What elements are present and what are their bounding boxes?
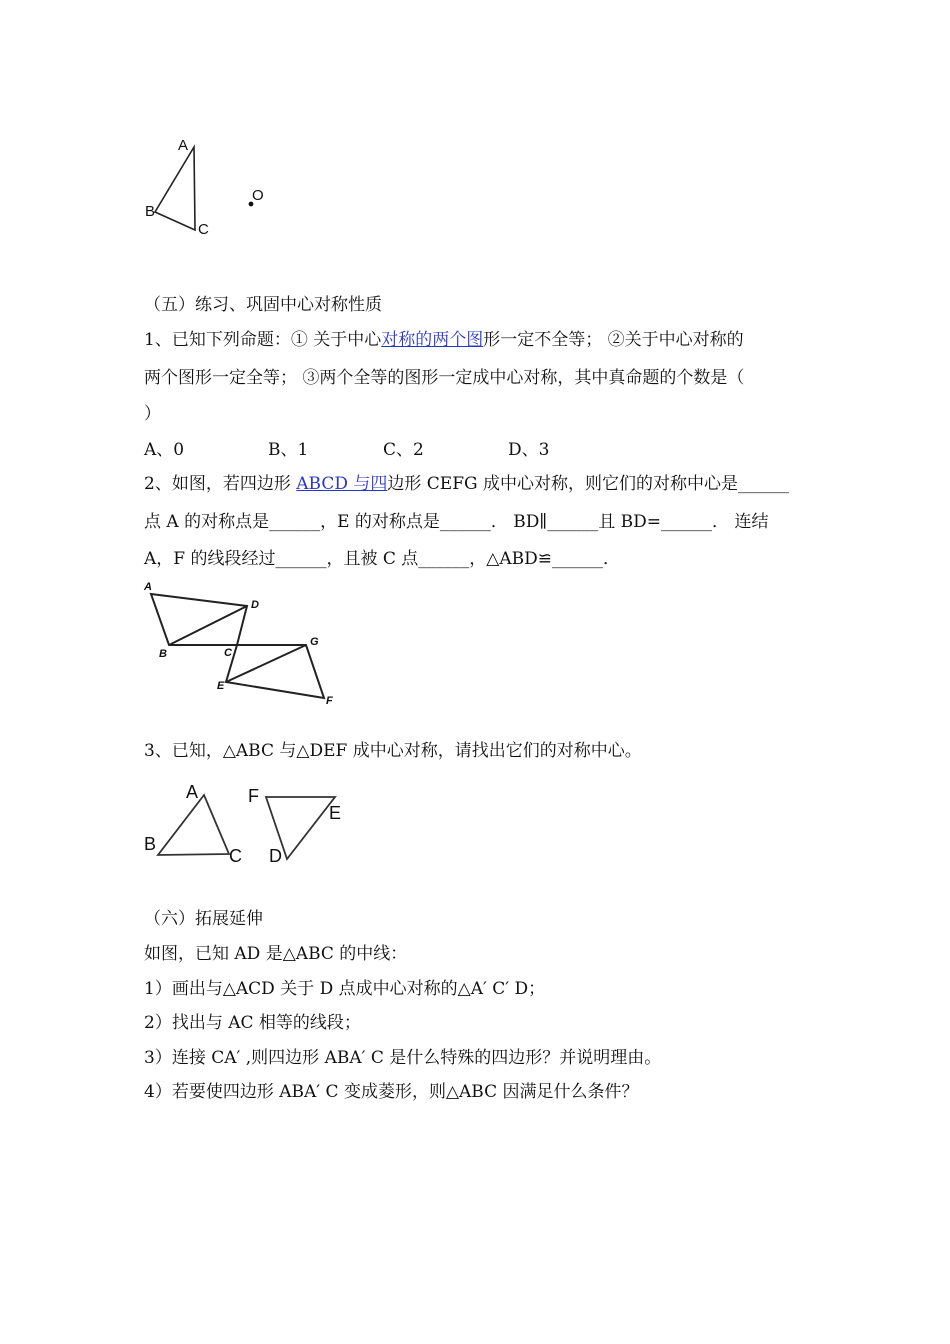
triangle-abc xyxy=(158,795,229,855)
q2-line1-pre: 2、如图，若四边形 xyxy=(144,474,297,494)
ext-item-4: 4）若要使四边形 ABA′ C 变成菱形，则△ABC 因满足什么条件？ xyxy=(144,1082,639,1102)
label-f: F xyxy=(326,695,333,707)
q2-line1-post: 边形 CEFG 成中心对称，则它们的对称中心是______ xyxy=(387,474,789,494)
label-c: C xyxy=(198,221,209,238)
section-5-title: （五）练习、巩固中心对称性质 xyxy=(144,295,382,315)
q1-option-b: B、1 xyxy=(268,440,309,460)
q2-line2: 点 A 的对称点是______，E 的对称点是______． BD∥______且 BD=______． 连结 xyxy=(144,512,769,532)
label-e: E xyxy=(329,803,342,823)
q1-line1-pre: 1、已知下列命题：① 关于中心 xyxy=(144,330,382,350)
q1-option-a: A、0 xyxy=(144,440,185,460)
figure-triangle-abc-point-o xyxy=(140,130,280,245)
label-a: A xyxy=(186,782,199,802)
q2-line1 xyxy=(144,473,789,495)
label-a: A xyxy=(178,137,189,154)
triangle-abc xyxy=(155,147,195,230)
label-b: B xyxy=(145,203,156,220)
figure-quadrilaterals xyxy=(140,578,350,713)
section-6-title: （六）拓展延伸 xyxy=(144,909,263,929)
q2-link[interactable]: ABCD 与四 xyxy=(296,474,388,494)
q3-text: 3、已知，△ABC 与△DEF 成中心对称，请找出它们的对称中心。 xyxy=(144,741,642,761)
q1-line2: 两个图形一定全等； ③两个全等的图形一定成中心对称，其中真命题的个数是（ xyxy=(144,368,745,388)
q2-line3: A，F 的线段经过______，且被 C 点______，△ABD≌______． xyxy=(144,549,621,569)
q1-line3: ） xyxy=(144,404,161,424)
q1-option-c: C、2 xyxy=(383,440,424,460)
q1-option-d: D、3 xyxy=(508,440,550,460)
ext-intro: 如图，已知 AD 是△ABC 的中线： xyxy=(144,944,408,964)
label-d: D xyxy=(251,599,259,611)
label-b: B xyxy=(159,648,167,660)
ext-item-3: 3）连接 CA′ ,则四边形 ABA′ C 是什么特殊的四边形？并说明理由。 xyxy=(144,1048,662,1068)
quad-cefg xyxy=(226,645,324,698)
label-g: G xyxy=(310,636,319,648)
label-c: C xyxy=(224,647,232,659)
q1-line1-post: 形一定不全等； ②关于中心对称的 xyxy=(483,330,744,350)
label-e: E xyxy=(217,680,225,692)
label-d: D xyxy=(269,846,282,866)
diagonal-bd xyxy=(169,606,247,645)
figure-triangles-abc-def xyxy=(140,775,355,870)
q1-line1 xyxy=(144,329,744,351)
label-c: C xyxy=(229,846,242,866)
label-o: O xyxy=(252,187,264,204)
q1-link[interactable]: 对称的两个图 xyxy=(381,330,484,350)
label-f: F xyxy=(248,786,259,806)
label-b: B xyxy=(144,834,157,854)
ext-item-1: 1）画出与△ACD 关于 D 点成中心对称的△A′ C′ D； xyxy=(144,979,546,999)
diagonal-eg xyxy=(226,645,306,682)
ext-item-2: 2）找出与 AC 相等的线段； xyxy=(144,1013,361,1033)
label-a: A xyxy=(144,581,152,593)
quad-abcd xyxy=(151,594,247,645)
